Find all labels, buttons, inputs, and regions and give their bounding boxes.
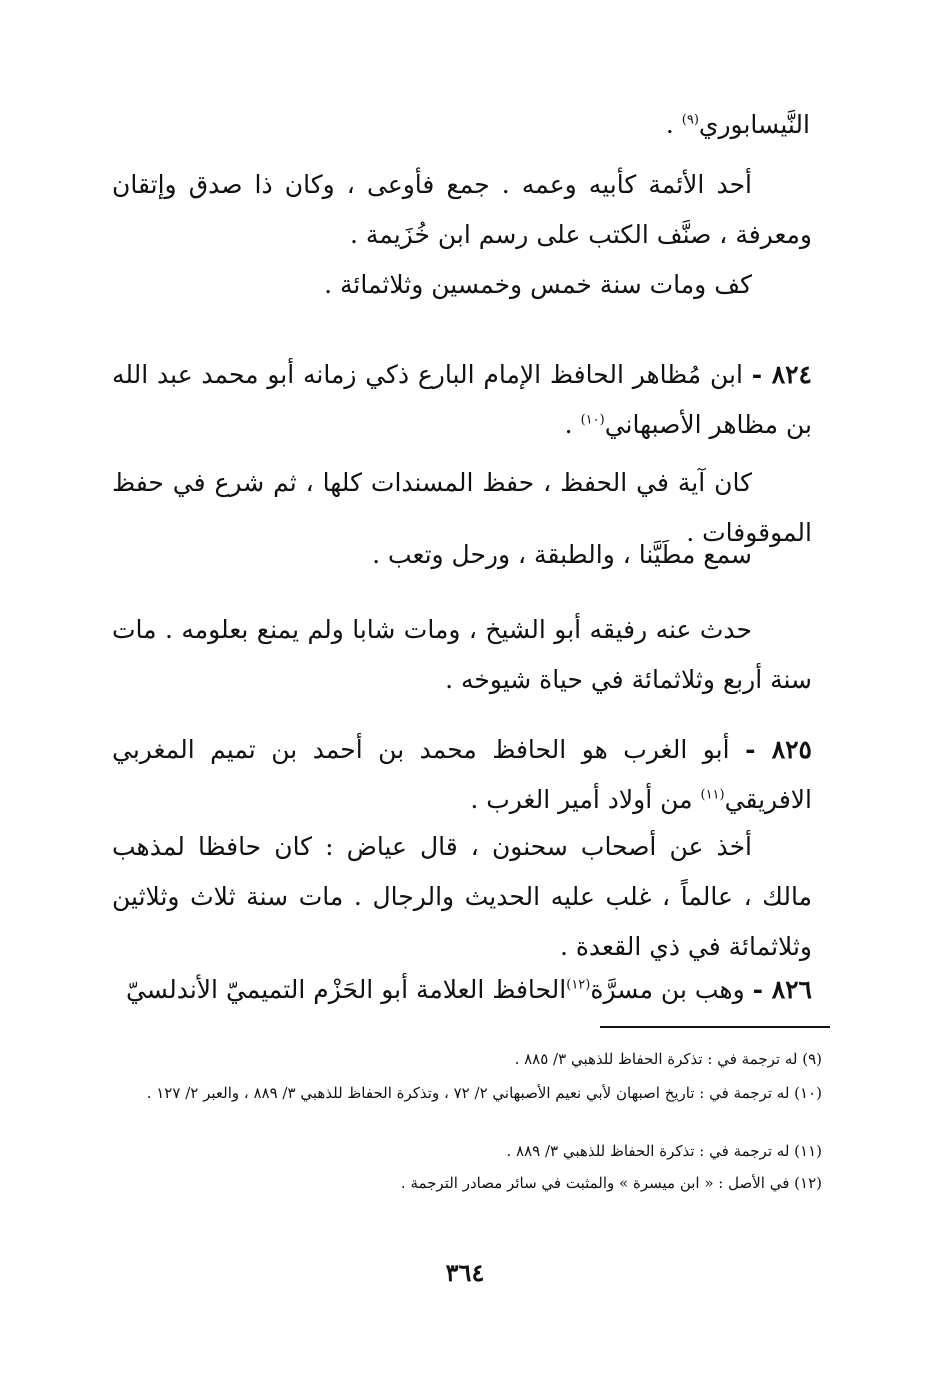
heading-text: النَّيسابوري [698, 110, 810, 139]
paragraph-5: حدث عنه رفيقه أبو الشيخ ، ومات شابا ولم يمنع بعلومه . مات سنة أربع وثلاثمائة في حياة شيوخه . [112, 615, 812, 694]
entry-number: ٨٢٦ - [752, 975, 812, 1004]
entry-text-cont: الحافظ العلامة أبو الحَزْم التميميّ الأندلسيّ [125, 975, 567, 1004]
entry-825 [112, 725, 812, 825]
entry-text: ابن مُظاهر الحافظ الإمام البارع ذكي زمانه أبو محمد عبد الله بن مظاهر الأصبهاني [112, 360, 812, 439]
paragraph-1: أحد الأئمة كأبيه وعمه . جمع فأوعى ، وكان ذا صدق وإتقان ومعرفة ، صنَّف الكتب على رسم ابن خُزَيمة . [112, 170, 812, 249]
page-number: ٣٦٤ [445, 1258, 485, 1287]
entry-text-cont: من أولاد أمير الغرب . [470, 785, 693, 814]
entry-text: وهب بن مسرَّة [590, 975, 745, 1004]
footnote-ref-9: (٩) [681, 112, 699, 128]
entry-number: ٨٢٥ - [745, 735, 812, 764]
footnote-ref-12: (١٢) [566, 977, 591, 993]
entry-text: أبو الغرب هو الحافظ محمد بن أحمد بن تميم المغربي الافريقي [112, 735, 812, 814]
paragraph-2: كف ومات سنة خمس وخمسين وثلاثمائة . [324, 270, 752, 299]
paragraph-4: سمع مطَيَّنا ، والطبقة ، ورحل وتعب . [372, 540, 752, 569]
footnote-12: (١٢) في الأصل : « ابن ميسرة » والمثبت في سائر مصادر الترجمة . [400, 1174, 822, 1192]
footnote-11: (١١) له ترجمة في : تذكرة الحفاظ للذهبي ٣/ ٨٨٩ . [506, 1142, 822, 1160]
entry-826 [112, 965, 812, 1015]
entry-number: ٨٢٤ - [751, 360, 812, 389]
footnote-ref-10: (١٠) [580, 412, 605, 428]
footnote-9: (٩) له ترجمة في : تذكرة الحفاظ للذهبي ٣/ ٨٨٥ . [514, 1050, 822, 1068]
footnote-ref-11: (١١) [700, 787, 725, 803]
entry-heading-continued: النَّيسابوري$^{(٩)}$ . [665, 110, 810, 139]
footnote-10: (١٠) له ترجمة في : تاريخ اصبهان لأبي نعيم الأصبهاني ٢/ ٧٢ ، وتذكرة الحفاظ للذهبي ٣/ ٨٨٩ ، والعبر ٢/ ١٢٧ . [146, 1084, 822, 1102]
footnote-separator [600, 1026, 830, 1028]
paragraph-3: كان آية في الحفظ ، حفظ المسندات كلها ، ثم شرع في حفظ الموقوفات . [112, 468, 812, 547]
paragraph-6: أخذ عن أصحاب سحنون ، قال عياض : كان حافظا لمذهب مالك ، عالماً ، غلب عليه الحديث والرجال . مات سنة ثلاث وثلاثين وثلاثمائة في ذي القعدة . [112, 832, 812, 961]
entry-824: ٨٢٤ - ابن مُظاهر الحافظ الإمام البارع ذكي زمانه أبو محمد عبد الله بن مظاهر الأصبهاني$^{(١٠)}$ . [112, 360, 812, 439]
